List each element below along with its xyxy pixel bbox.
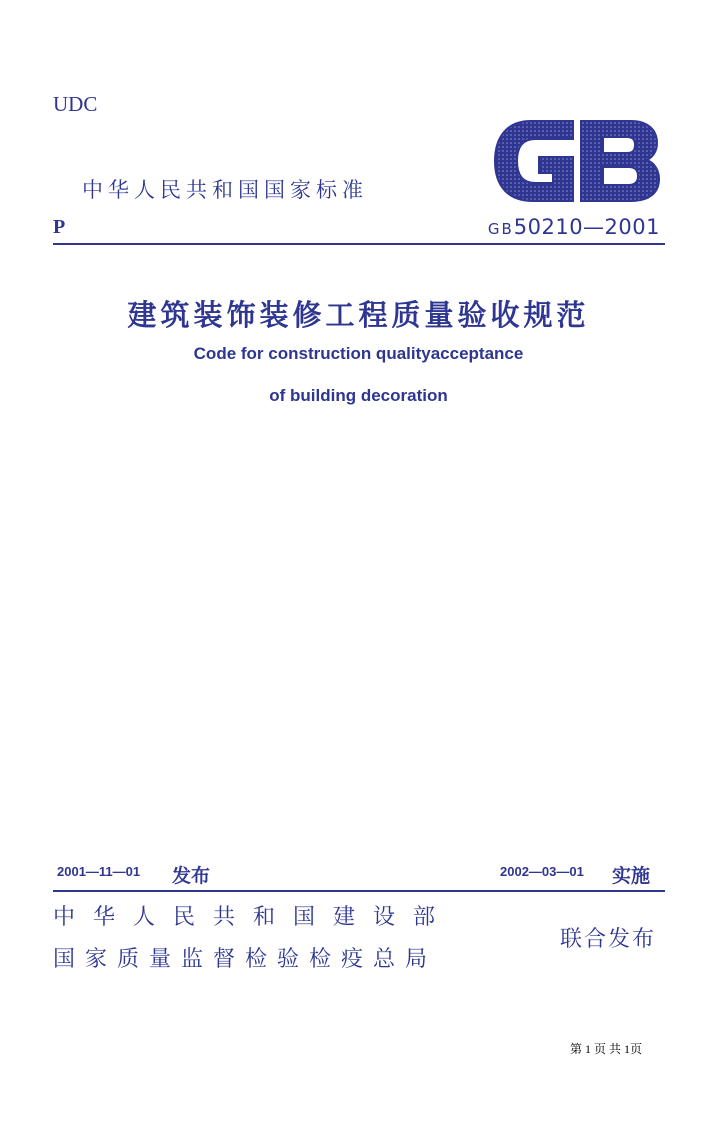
classification-code: P <box>53 216 66 238</box>
english-title-line-1: Code for construction qualityacceptance <box>193 344 524 363</box>
standard-number-body: 50210—2001 <box>513 215 660 239</box>
publisher-1: 中华人民共和国建设部 <box>53 905 454 930</box>
header-rule <box>53 243 665 245</box>
udc-label: UDC <box>53 92 98 116</box>
standard-number <box>488 215 660 239</box>
english-title-line-2: of building decoration <box>269 386 448 405</box>
publisher-2: 国家质量监督检验检疫总局 <box>53 947 438 972</box>
gb-logo <box>493 117 661 205</box>
issue-date: 2001—11—01 <box>57 864 141 879</box>
implement-date: 2002—03—01 <box>500 864 584 879</box>
footer-rule <box>53 890 665 892</box>
page-number: 第 1 页 共 1页 <box>569 1042 642 1056</box>
joint-issue-label: 联合发布 <box>560 927 657 952</box>
standard-number-prefix: GB <box>487 220 514 238</box>
implement-label: 实施 <box>612 865 651 887</box>
standard-type: 中华人民共和国国家标准 <box>82 178 368 202</box>
issue-label: 发布 <box>172 865 211 887</box>
page-title: 建筑装饰装修工程质量验收规范 <box>127 298 590 332</box>
